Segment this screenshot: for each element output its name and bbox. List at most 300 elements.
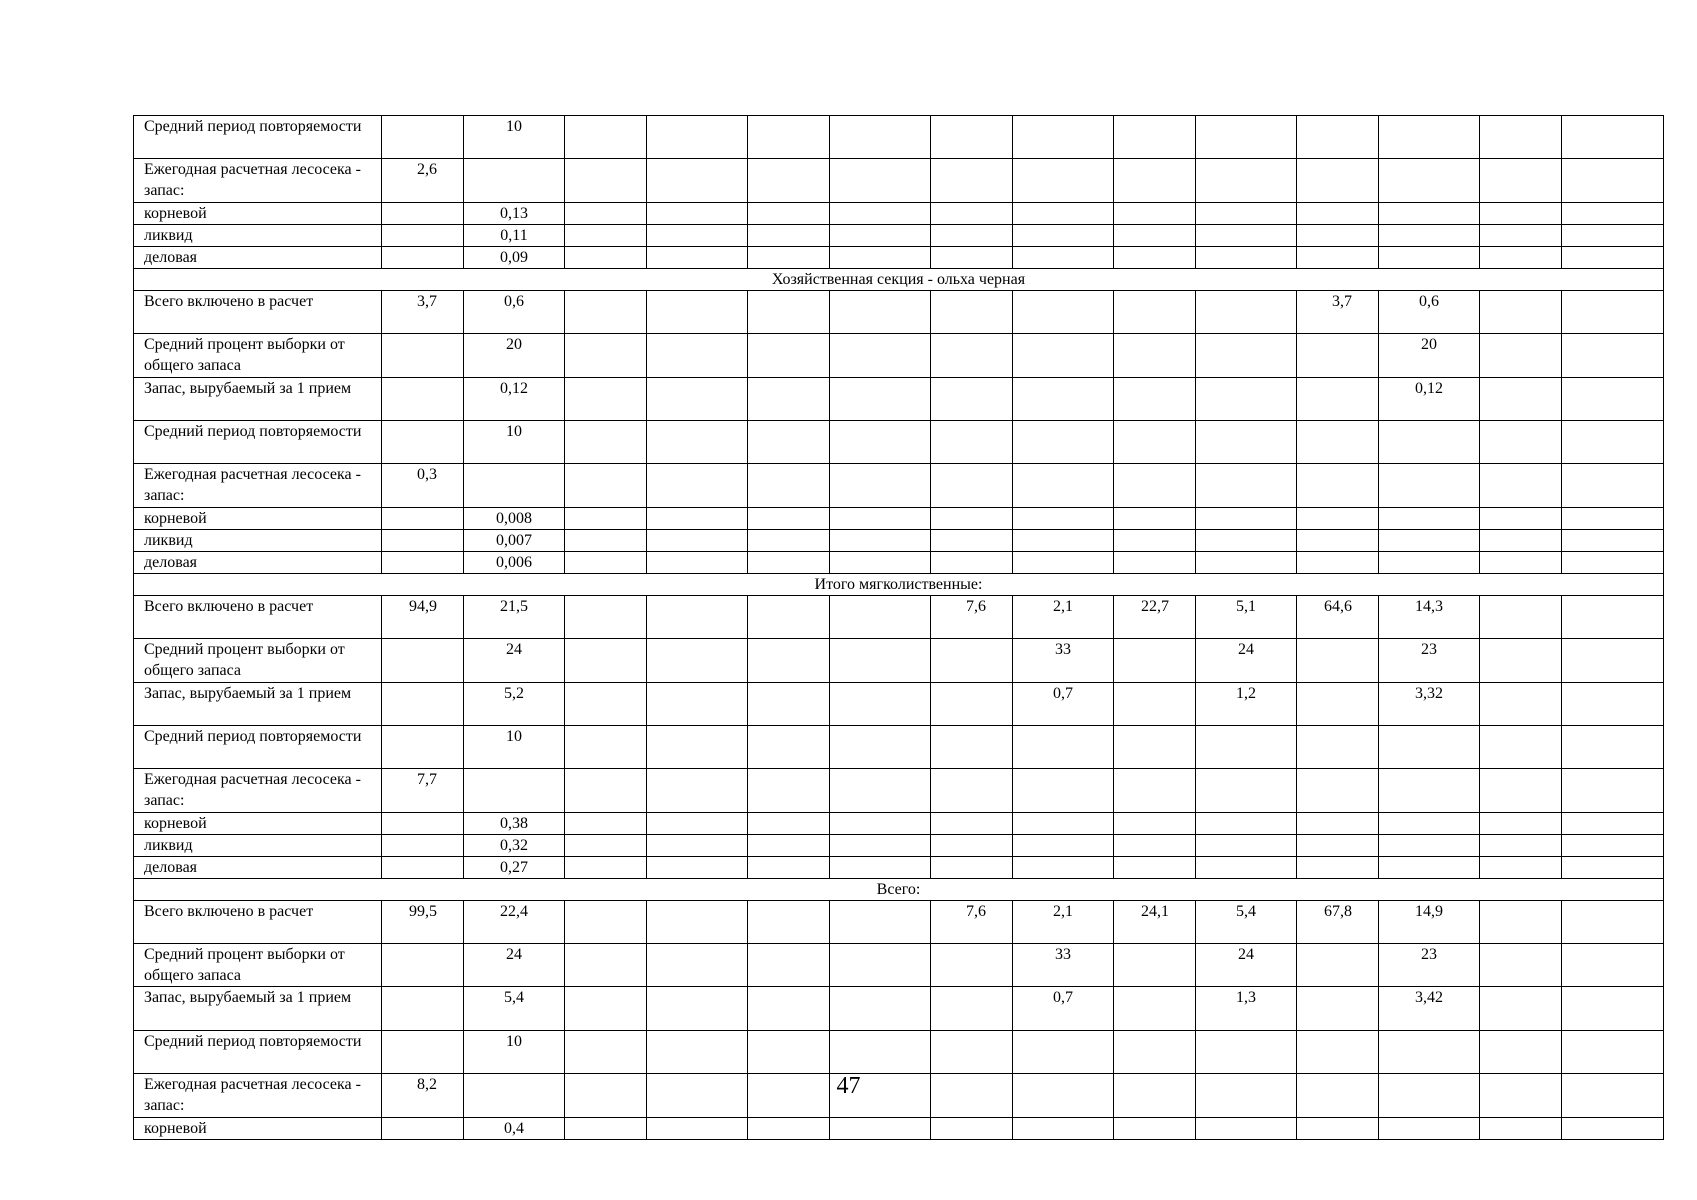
cell-value: 23 [1421,641,1437,659]
table-cell [1480,290,1562,333]
table-cell [647,725,748,768]
table-cell [830,856,931,878]
table-cell [647,464,748,507]
table-cell [748,464,830,507]
table-cell [1114,224,1196,246]
cell-value: 0,006 [496,553,532,571]
table-cell [464,377,565,420]
table-cell [565,834,647,856]
table-cell [830,420,931,463]
table-cell [1297,202,1379,224]
table-cell [1379,812,1480,834]
table-cell [565,334,647,377]
table-cell [464,507,565,529]
table-cell [1562,1117,1664,1139]
table-cell [647,116,748,159]
table-cell [748,834,830,856]
cell-value: 0,27 [500,858,528,876]
cell-value: 2,1 [1053,902,1073,920]
table-cell [1196,595,1297,638]
table-cell [382,377,464,420]
table-cell [1379,464,1480,507]
table-cell [830,464,931,507]
table-cell [1562,202,1664,224]
table-cell [1480,224,1562,246]
table-cell [1297,464,1379,507]
table-cell [565,725,647,768]
table-cell [931,1117,1013,1139]
table-cell [464,1117,565,1139]
table-cell [830,116,931,159]
table-cell [1379,987,1480,1030]
row-label: Ежегодная расчетная лесосека - запас: [134,159,382,202]
row-label: Ежегодная расчетная лесосека - запас: [134,1074,382,1117]
table-cell [1297,224,1379,246]
table-row [134,1030,1664,1073]
table-cell [1480,1117,1562,1139]
cell-value: 64,6 [1324,597,1352,615]
table-cell [748,159,830,202]
table-cell [1114,420,1196,463]
cell-value: 0,12 [500,379,528,397]
row-label: деловая [134,246,382,268]
cell-value: 0,007 [496,531,532,549]
table-cell [748,246,830,268]
table-cell [1013,769,1114,812]
table-cell [464,246,565,268]
table-cell [748,224,830,246]
table-cell [382,595,464,638]
row-label: ликвид [134,529,382,551]
table-cell [1114,900,1196,943]
table-cell [464,834,565,856]
table-cell [1114,116,1196,159]
table-cell [1114,812,1196,834]
table-cell [1114,769,1196,812]
table-cell [382,682,464,725]
section-header: Хозяйственная секция - ольха черная [134,268,1664,290]
row-label: Средний период повторяемости [134,725,382,768]
table-cell [647,334,748,377]
table-cell [931,290,1013,333]
row-label: корневой [134,202,382,224]
table-cell [565,944,647,987]
table-cell [382,812,464,834]
table-cell [748,900,830,943]
table-cell [382,944,464,987]
cell-value: 1,2 [1236,684,1256,702]
table-cell [830,900,931,943]
table-cell [1114,834,1196,856]
table-cell [382,551,464,573]
table-cell [647,551,748,573]
table-cell [1297,290,1379,333]
table-cell [464,202,565,224]
table-cell [565,551,647,573]
table-cell [931,159,1013,202]
cell-value: 0,32 [500,836,528,854]
table-cell [565,116,647,159]
row-label: Средний процент выборки от общего запаса [134,639,382,682]
table-cell [647,420,748,463]
table-cell [647,944,748,987]
table-cell [565,987,647,1030]
table-cell [464,334,565,377]
row-label: корневой [134,507,382,529]
table-cell [1379,1030,1480,1073]
table-cell [748,769,830,812]
table-cell [1013,507,1114,529]
table-cell [1196,987,1297,1030]
cell-value: 99,5 [409,902,437,920]
table-cell [1562,464,1664,507]
cell-value: 94,9 [409,597,437,615]
section-row [134,573,1664,595]
table-cell [1013,159,1114,202]
row-label: Всего включено в расчет [134,290,382,333]
table-cell [1379,224,1480,246]
table-cell [1480,944,1562,987]
table-cell [1480,420,1562,463]
table-cell [1480,464,1562,507]
table-row [134,944,1664,987]
table-cell [1297,159,1379,202]
table-cell [464,159,565,202]
table-cell [1480,856,1562,878]
table-cell [464,900,565,943]
table-cell [830,159,931,202]
table-cell [931,377,1013,420]
table-cell [1013,224,1114,246]
table-cell [647,290,748,333]
table-cell [382,1030,464,1073]
table-cell [1013,834,1114,856]
table-cell [565,639,647,682]
table-cell [1114,1030,1196,1073]
table-cell [1379,202,1480,224]
table-cell [1297,551,1379,573]
table-cell [748,812,830,834]
table-cell [748,725,830,768]
table-cell [1297,725,1379,768]
table-cell [1480,682,1562,725]
table-cell [1297,1117,1379,1139]
table-cell [931,725,1013,768]
table-row [134,900,1664,943]
table-cell [1114,682,1196,725]
table-cell [1196,420,1297,463]
row-label: Средний процент выборки от общего запаса [134,334,382,377]
table-cell [565,856,647,878]
table-cell [1196,334,1297,377]
row-label: Запас, вырубаемый за 1 прием [134,377,382,420]
table-cell [382,1117,464,1139]
row-label: Ежегодная расчетная лесосека - запас: [134,464,382,507]
table-cell [931,507,1013,529]
table-cell [1013,900,1114,943]
cell-value: 7,6 [966,902,986,920]
table-cell [748,202,830,224]
table-cell [830,595,931,638]
table-cell [1297,769,1379,812]
cell-value: 33 [1055,946,1071,964]
table-cell [1297,507,1379,529]
table-cell [464,464,565,507]
table-cell [931,116,1013,159]
table-cell [1562,246,1664,268]
table-cell [565,769,647,812]
table-cell [1114,159,1196,202]
cell-value: 20 [506,336,522,354]
table-cell [1013,116,1114,159]
table-cell [1196,682,1297,725]
table-cell [1562,507,1664,529]
table-cell [931,246,1013,268]
table-cell [748,529,830,551]
table-cell [1480,812,1562,834]
table-cell [830,725,931,768]
table-cell [1379,420,1480,463]
table-cell [931,682,1013,725]
table-cell [1013,529,1114,551]
table-row [134,595,1664,638]
row-label: Запас, вырубаемый за 1 прием [134,682,382,725]
table-cell [464,529,565,551]
table-cell [830,682,931,725]
cell-value: 7,6 [966,597,986,615]
table-cell [647,812,748,834]
table-cell [1480,725,1562,768]
table-cell [931,944,1013,987]
table-cell [931,551,1013,573]
allowable-cut-table [133,115,1664,1140]
cell-value: 0,4 [504,1119,524,1137]
table-cell [647,900,748,943]
table-row [134,334,1664,377]
table-cell [1196,769,1297,812]
table-cell [1562,377,1664,420]
table-cell [382,834,464,856]
table-cell [464,725,565,768]
table-cell [382,900,464,943]
page-number: 47 [836,1073,861,1099]
table-cell [1379,246,1480,268]
row-label: корневой [134,812,382,834]
table-cell [1013,1117,1114,1139]
table-cell [565,224,647,246]
table-cell [1379,529,1480,551]
row-label: Всего включено в расчет [134,900,382,943]
table-cell [464,551,565,573]
cell-value: 67,8 [1324,902,1352,920]
cell-value: 7,7 [417,771,437,789]
table-cell [1297,944,1379,987]
table-cell [748,551,830,573]
table-cell [1480,987,1562,1030]
cell-value: 24 [506,946,522,964]
table-cell [1013,290,1114,333]
table-cell [1562,834,1664,856]
table-cell [748,639,830,682]
table-cell [647,987,748,1030]
table-cell [1013,420,1114,463]
table-cell [382,420,464,463]
table-cell [565,246,647,268]
table-cell [830,246,931,268]
table-cell [830,769,931,812]
table-cell [382,116,464,159]
table-cell [1379,856,1480,878]
table-cell [565,464,647,507]
table-cell [382,246,464,268]
cell-value: 21,5 [500,597,528,615]
table-cell [1480,595,1562,638]
cell-value: 20 [1421,336,1437,354]
table-cell [1196,856,1297,878]
table-cell [1114,377,1196,420]
table-cell [1013,551,1114,573]
row-label: корневой [134,1117,382,1139]
table-row [134,202,1664,224]
table-cell [1196,944,1297,987]
cell-value: 24 [1238,946,1254,964]
table-cell [1114,725,1196,768]
cell-value: 10 [506,118,522,135]
table-cell [1114,529,1196,551]
table-cell [1114,246,1196,268]
table-cell [1196,1117,1297,1139]
table-cell [647,856,748,878]
cell-value: 5,4 [1236,902,1256,920]
table-cell [748,420,830,463]
table-cell [1013,639,1114,682]
table-cell [931,224,1013,246]
row-label: ликвид [134,224,382,246]
table-cell [748,944,830,987]
table-cell [1013,944,1114,987]
table-cell [1297,529,1379,551]
table-row [134,159,1664,202]
section-row [134,268,1664,290]
table-cell [830,529,931,551]
table-row [134,551,1664,573]
table-cell [1196,159,1297,202]
table-cell [1379,595,1480,638]
table-cell [1379,682,1480,725]
table-cell [382,725,464,768]
table-row [134,290,1664,333]
table-cell [830,834,931,856]
table-cell [464,595,565,638]
table-cell [1562,900,1664,943]
table-cell [1114,639,1196,682]
table-row [134,812,1664,834]
table-cell [748,856,830,878]
table-cell [565,529,647,551]
row-label: Всего включено в расчет [134,595,382,638]
table-cell [1196,834,1297,856]
table-cell [931,769,1013,812]
table-cell [1114,290,1196,333]
table-cell [1013,334,1114,377]
table-cell [1379,769,1480,812]
table-cell [565,159,647,202]
table-cell [1013,682,1114,725]
table-cell [931,834,1013,856]
table-cell [1196,812,1297,834]
cell-value: 0,6 [1419,292,1439,310]
table-row [134,224,1664,246]
cell-value: 0,09 [500,248,528,266]
table-cell [931,900,1013,943]
table-cell [1480,334,1562,377]
table-cell [1480,769,1562,812]
table-cell [565,420,647,463]
cell-value: 22,4 [500,902,528,920]
cell-value: 2,1 [1053,597,1073,615]
table-cell [748,290,830,333]
table-cell [382,529,464,551]
table-cell [647,1030,748,1073]
table-cell [830,224,931,246]
table-cell [1196,725,1297,768]
table-cell [748,1117,830,1139]
table-cell [748,507,830,529]
table-cell [464,987,565,1030]
row-label: деловая [134,856,382,878]
table-cell [1562,987,1664,1030]
table-cell [1480,551,1562,573]
table-cell [647,224,748,246]
cell-value: 0,008 [496,509,532,527]
table-cell [1297,834,1379,856]
table-cell [1013,725,1114,768]
table-cell [1013,464,1114,507]
table-cell [748,116,830,159]
table-cell [1562,420,1664,463]
table-cell [1562,944,1664,987]
table-cell [1480,246,1562,268]
table-cell [1379,551,1480,573]
table-row [134,769,1664,812]
table-cell [1196,639,1297,682]
table-cell [931,529,1013,551]
table-row [134,856,1664,878]
table-cell [1562,856,1664,878]
table-cell [565,682,647,725]
table-cell [1196,507,1297,529]
table-cell [1297,682,1379,725]
row-label: Средний период повторяемости [134,420,382,463]
row-label: деловая [134,551,382,573]
table-cell [1297,116,1379,159]
table-cell [565,812,647,834]
table-cell [1480,159,1562,202]
cell-value: 0,3 [417,466,437,484]
table-cell [1013,377,1114,420]
table-cell [565,900,647,943]
table-cell [1480,834,1562,856]
table-cell [1379,900,1480,943]
table-cell [647,595,748,638]
table-cell [1562,725,1664,768]
table-cell [1297,856,1379,878]
table-cell [1013,246,1114,268]
table-cell [1379,377,1480,420]
table-row [134,1117,1664,1139]
cell-value: 24,1 [1141,902,1169,920]
table-row [134,639,1664,682]
